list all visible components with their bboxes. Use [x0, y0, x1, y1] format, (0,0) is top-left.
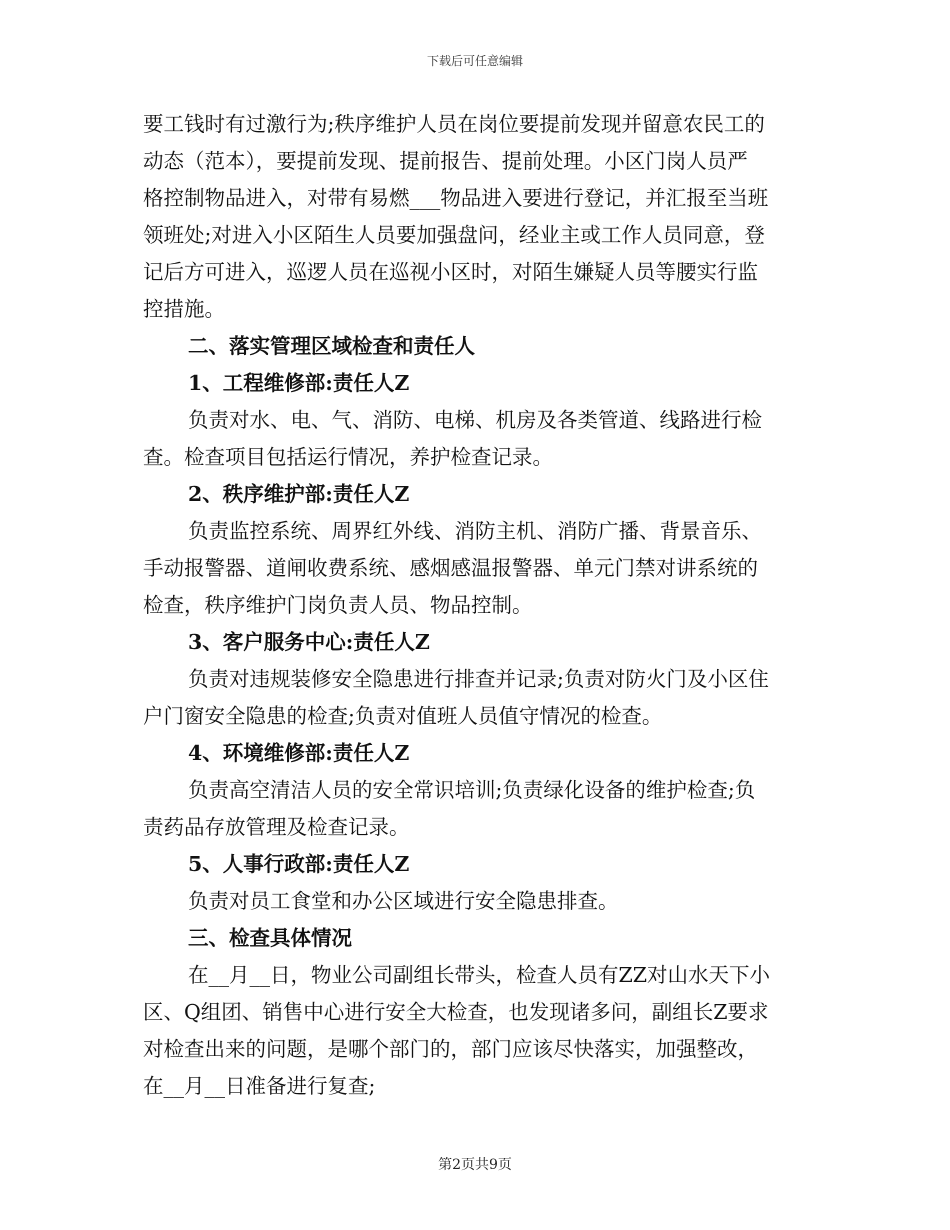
section-heading: 1、工程维修部:责任人Z — [188, 371, 410, 395]
text-line: 区、Q组团、销售中心进行安全大检查，也发现诸多问，副组长Z要求 — [143, 1000, 769, 1024]
text-line: 责药品存放管理及检查记录。 — [143, 815, 410, 839]
section-heading: 3、客户服务中心:责任人Z — [188, 630, 430, 654]
text-line: 负责高空清洁人员的安全常识培训;负责绿化设备的维护检查;负 — [188, 778, 756, 802]
text-line: 负责监控系统、周界红外线、消防主机、消防广播、背景音乐、 — [188, 519, 762, 543]
text-line: 负责对员工食堂和办公区域进行安全隐患排查。 — [188, 889, 619, 913]
section-heading: 三、检查具体情况 — [188, 926, 352, 950]
text-line: 在__月__日，物业公司副组长带头，检查人员有ZZ对山水天下小 — [188, 963, 770, 987]
text-line: 领班处;对进入小区陌生人员要加强盘问，经业主或工作人员同意，登 — [143, 223, 765, 247]
text-line: 负责对水、电、气、消防、电梯、机房及各类管道、线路进行检 — [188, 408, 762, 432]
text-line: 要工钱时有过激行为;秩序维护人员在岗位要提前发现并留意农民工的 — [143, 112, 765, 136]
text-line: 手动报警器、道闸收费系统、感烟感温报警器、单元门禁对讲系统的 — [143, 556, 758, 580]
document-body — [143, 106, 811, 1105]
text-line: 在__月__日准备进行复查; — [143, 1074, 376, 1098]
section-heading: 4、环境维修部:责任人Z — [188, 741, 410, 765]
text-line: 对检查出来的问题，是哪个部门的，部门应该尽快落实，加强整改， — [143, 1037, 758, 1061]
section-heading: 2、秩序维护部:责任人Z — [188, 482, 410, 506]
text-line: 检查，秩序维护门岗负责人员、物品控制。 — [143, 593, 533, 617]
text-line: 动态（范本），要提前发现、提前报告、提前处理。小区门岗人员严 — [143, 149, 748, 173]
page-number: 第2页共9页 — [438, 1157, 512, 1173]
text-line: 格控制物品进入，对带有易燃___物品进入要进行登记，并汇报至当班 — [143, 186, 769, 210]
text-line: 控措施。 — [143, 297, 225, 321]
page-header: 下载后可任意编辑 — [426, 54, 523, 68]
section-heading: 5、人事行政部:责任人Z — [188, 852, 410, 876]
text-line: 户门窗安全隐患的检查;负责对值班人员值守情况的检查。 — [143, 704, 663, 728]
section-heading: 二、落实管理区域检查和责任人 — [188, 334, 475, 358]
text-line: 查。检查项目包括运行情况，养护检查记录。 — [143, 445, 553, 469]
text-line: 记后方可进入，巡逻人员在巡视小区时，对陌生嫌疑人员等腰实行监 — [143, 260, 758, 284]
text-line: 负责对违规装修安全隐患进行排查并记录;负责对防火门及小区住 — [188, 667, 769, 691]
